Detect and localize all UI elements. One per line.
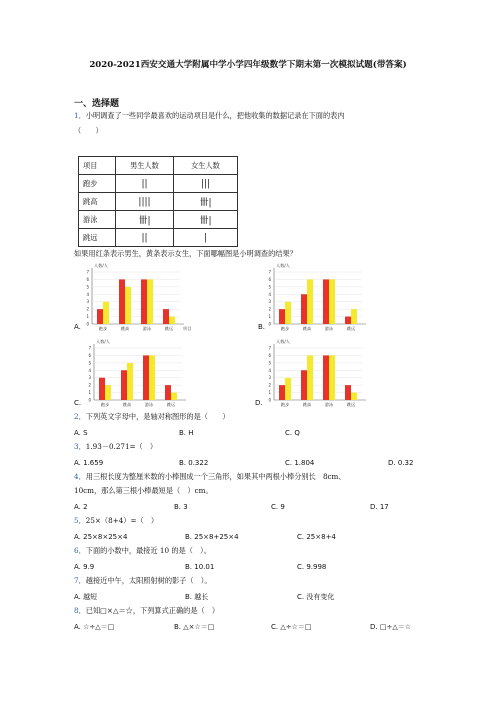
bar (103, 302, 109, 324)
y-tick-label: 3 (268, 299, 271, 305)
question-number: 1 (74, 111, 79, 120)
y-tick-label: 4 (88, 367, 91, 373)
bar (121, 370, 127, 400)
bar (329, 355, 335, 400)
question-2 (74, 412, 230, 422)
y-tick-label: 2 (86, 306, 89, 312)
table-row (79, 211, 238, 229)
question-text: ．已知□×△＝☆，下列算式正确的是（ ） (78, 606, 220, 615)
bar (345, 317, 351, 324)
bar-chart-c (82, 338, 202, 410)
table-header: 男生人数 (116, 157, 174, 175)
table-header: 项目 (79, 157, 116, 175)
y-tick-label: 5 (268, 284, 271, 290)
tally-cell: 卌| (116, 211, 174, 229)
question-number: 5 (74, 516, 79, 525)
bar (105, 385, 111, 400)
question-text: ．越接近中午，太阳照射树的影子（ ）。 (78, 576, 212, 585)
question-4 (74, 472, 346, 482)
question-text: ．下列英文字母中，是轴对称图形的是（ ） (78, 412, 230, 421)
option-a[interactable]: A. 25×8×25×4 (74, 533, 128, 541)
bar (119, 279, 125, 324)
y-tick-label: 0 (268, 397, 271, 403)
y-axis-label: 人数/人 (276, 263, 290, 268)
question-5 (74, 516, 158, 526)
option-c[interactable]: C. 9.998 (297, 563, 327, 571)
tally-cell: || (116, 229, 174, 247)
bar (171, 393, 177, 400)
tally-cell: ||| (174, 175, 238, 193)
y-tick-label: 6 (86, 276, 89, 282)
bar-chart-b (262, 262, 382, 334)
y-tick-label: 4 (268, 367, 271, 373)
y-tick-label: 5 (86, 284, 89, 290)
bar (279, 385, 285, 400)
option-c[interactable]: C. 25×8+4 (297, 533, 336, 541)
bar (329, 279, 335, 324)
x-axis-label: 项目 (183, 326, 192, 331)
y-tick-label: 3 (268, 375, 271, 381)
bar (351, 393, 357, 400)
question-text: ．小明调查了一些同学最喜欢的运动项目是什么，把他收集的数据记录在下面的表内 (78, 111, 345, 120)
x-tick-label: 游泳 (144, 402, 154, 407)
x-tick-label: 游泳 (324, 402, 334, 407)
bar (97, 309, 103, 324)
tally-cell: 卌| (174, 211, 238, 229)
bar (307, 279, 313, 324)
bar (127, 363, 133, 400)
option-d[interactable]: D. 0.32 (388, 459, 414, 467)
option-a-label[interactable]: A. (74, 323, 81, 331)
question-1-prompt: 如果用红条表示男生，黄条表示女生，下面哪幅图是小明调查的结果？ (74, 249, 297, 258)
bar-chart-a (80, 262, 210, 334)
page-title: 2020-2021西安交通大学附属中学小学四年级数学下期末第一次模拟试题(带答案) (89, 60, 407, 70)
bar (99, 378, 105, 400)
y-tick-label: 3 (86, 299, 89, 305)
bar (147, 279, 153, 324)
table-row (79, 193, 238, 211)
question-1 (74, 111, 345, 121)
table-cell: 跳远 (79, 229, 116, 247)
bar-chart-d (262, 338, 382, 410)
tally-cell: || (116, 175, 174, 193)
bar (285, 378, 291, 400)
y-tick-label: 1 (268, 314, 271, 320)
option-b[interactable]: B. △×☆＝□ (174, 623, 215, 631)
bar (301, 370, 307, 400)
y-tick-label: 6 (268, 352, 271, 358)
bar (143, 355, 149, 400)
question-4-cont: 10cm，那么第三根小棒最短是（ ）cm。 (74, 486, 213, 495)
question-number: 4 (74, 472, 79, 481)
option-d[interactable]: D. □÷△＝☆ (370, 623, 411, 631)
option-c[interactable]: C. 没有变化 (297, 593, 335, 601)
x-tick-label: 跑步 (100, 402, 110, 407)
option-a[interactable]: A. 9.9 (74, 563, 95, 571)
option-c[interactable]: C. △÷☆＝□ (271, 623, 312, 631)
y-tick-label: 0 (268, 321, 271, 327)
x-tick-label: 跳高 (302, 326, 312, 331)
x-tick-label: 跳远 (164, 326, 174, 331)
question-text: ．下面的小数中，最接近 10 的是（ ）。 (78, 546, 211, 555)
table-cell: 游泳 (79, 211, 116, 229)
x-tick-label: 跳远 (346, 326, 356, 331)
bar (165, 385, 171, 400)
option-b-label[interactable]: B. (258, 323, 266, 331)
question-1-blank: （ ） (74, 126, 103, 135)
x-tick-label: 跑步 (98, 326, 108, 331)
x-tick-label: 跳高 (120, 326, 130, 331)
y-tick-label: 2 (268, 382, 271, 388)
bar (163, 309, 169, 324)
table-cell: 跑步 (79, 175, 116, 193)
y-axis-label: 人数/人 (94, 263, 108, 268)
option-a[interactable]: A. 1.659 (74, 459, 104, 467)
option-b[interactable]: B. 25×8+25×4 (185, 533, 239, 541)
option-b[interactable]: B. 0.322 (179, 459, 209, 467)
option-a[interactable]: A. 2 (74, 503, 88, 511)
y-tick-label: 4 (268, 291, 271, 297)
bar (149, 355, 155, 400)
y-tick-label: 6 (268, 276, 271, 282)
question-3 (74, 442, 157, 452)
section-heading: 一、选择题 (74, 99, 120, 109)
bar (345, 385, 351, 400)
option-b[interactable]: B. 越长 (185, 593, 209, 601)
bar (301, 294, 307, 324)
question-text: ．用三根长度为整厘米数的小棒围成一个三角形，如果其中两根小棒分别长 8cm、 (78, 472, 346, 481)
table-header: 女生人数 (174, 157, 238, 175)
bar (323, 279, 329, 324)
question-number: 6 (74, 546, 79, 555)
y-tick-label: 7 (88, 345, 91, 351)
bar (307, 355, 313, 400)
question-6 (74, 546, 211, 556)
question-text: ．25×（8+4）=（ ） (78, 516, 159, 525)
tally-cell: | (174, 229, 238, 247)
y-tick-label: 5 (88, 360, 91, 366)
y-tick-label: 0 (86, 321, 89, 327)
option-d[interactable]: D. 17 (370, 503, 389, 511)
option-b[interactable]: B. H (179, 429, 194, 437)
y-tick-label: 6 (88, 352, 91, 358)
y-tick-label: 7 (86, 269, 89, 275)
option-c[interactable]: C. 1.804 (285, 459, 315, 467)
option-d-label[interactable]: D. (255, 399, 263, 407)
tally-table (78, 156, 238, 247)
bar (169, 317, 175, 324)
x-tick-label: 跑步 (280, 402, 290, 407)
question-number: 3 (74, 442, 79, 451)
tally-cell: |||| (116, 193, 174, 211)
bar (125, 287, 131, 324)
y-tick-label: 7 (268, 345, 271, 351)
y-tick-label: 2 (268, 306, 271, 312)
y-tick-label: 1 (268, 390, 271, 396)
option-c[interactable]: C. Q (285, 429, 300, 437)
table-header-row (79, 157, 238, 175)
y-axis-label: 人数/人 (276, 339, 290, 344)
question-number: 7 (74, 576, 79, 585)
option-c-label[interactable]: C. (74, 399, 82, 407)
option-a[interactable]: A. 越短 (74, 593, 98, 601)
y-tick-label: 4 (86, 291, 89, 297)
table-cell: 跳高 (79, 193, 116, 211)
question-number: 2 (74, 412, 79, 421)
bar (351, 309, 357, 324)
table-row (79, 175, 238, 193)
y-tick-label: 3 (88, 375, 91, 381)
table-row (79, 229, 238, 247)
x-tick-label: 跳远 (166, 402, 176, 407)
y-tick-label: 0 (88, 397, 91, 403)
bar (141, 279, 147, 324)
question-8 (74, 606, 219, 616)
option-b[interactable]: B. 10.01 (185, 563, 215, 571)
option-a[interactable]: A. S (74, 429, 88, 437)
question-7 (74, 576, 212, 586)
x-tick-label: 跑步 (280, 326, 290, 331)
option-a[interactable]: A. ☆÷△＝□ (74, 623, 115, 631)
y-tick-label: 1 (86, 314, 89, 320)
x-tick-label: 跳远 (346, 402, 356, 407)
option-b[interactable]: B. 3 (174, 503, 188, 511)
x-tick-label: 游泳 (324, 326, 334, 331)
tally-cell: 卌| (174, 193, 238, 211)
y-tick-label: 1 (88, 390, 91, 396)
question-number: 8 (74, 606, 79, 615)
y-tick-label: 7 (268, 269, 271, 275)
x-tick-label: 游泳 (142, 326, 152, 331)
y-axis-label: 人数/人 (96, 339, 110, 344)
bar (285, 302, 291, 324)
option-c[interactable]: C. 9 (271, 503, 285, 511)
x-tick-label: 跳高 (122, 402, 132, 407)
y-tick-label: 2 (88, 382, 91, 388)
bar (279, 309, 285, 324)
bar (323, 355, 329, 400)
question-text: ．1.93－0.271=（ ） (78, 442, 158, 451)
y-tick-label: 5 (268, 360, 271, 366)
x-tick-label: 跳高 (302, 402, 312, 407)
